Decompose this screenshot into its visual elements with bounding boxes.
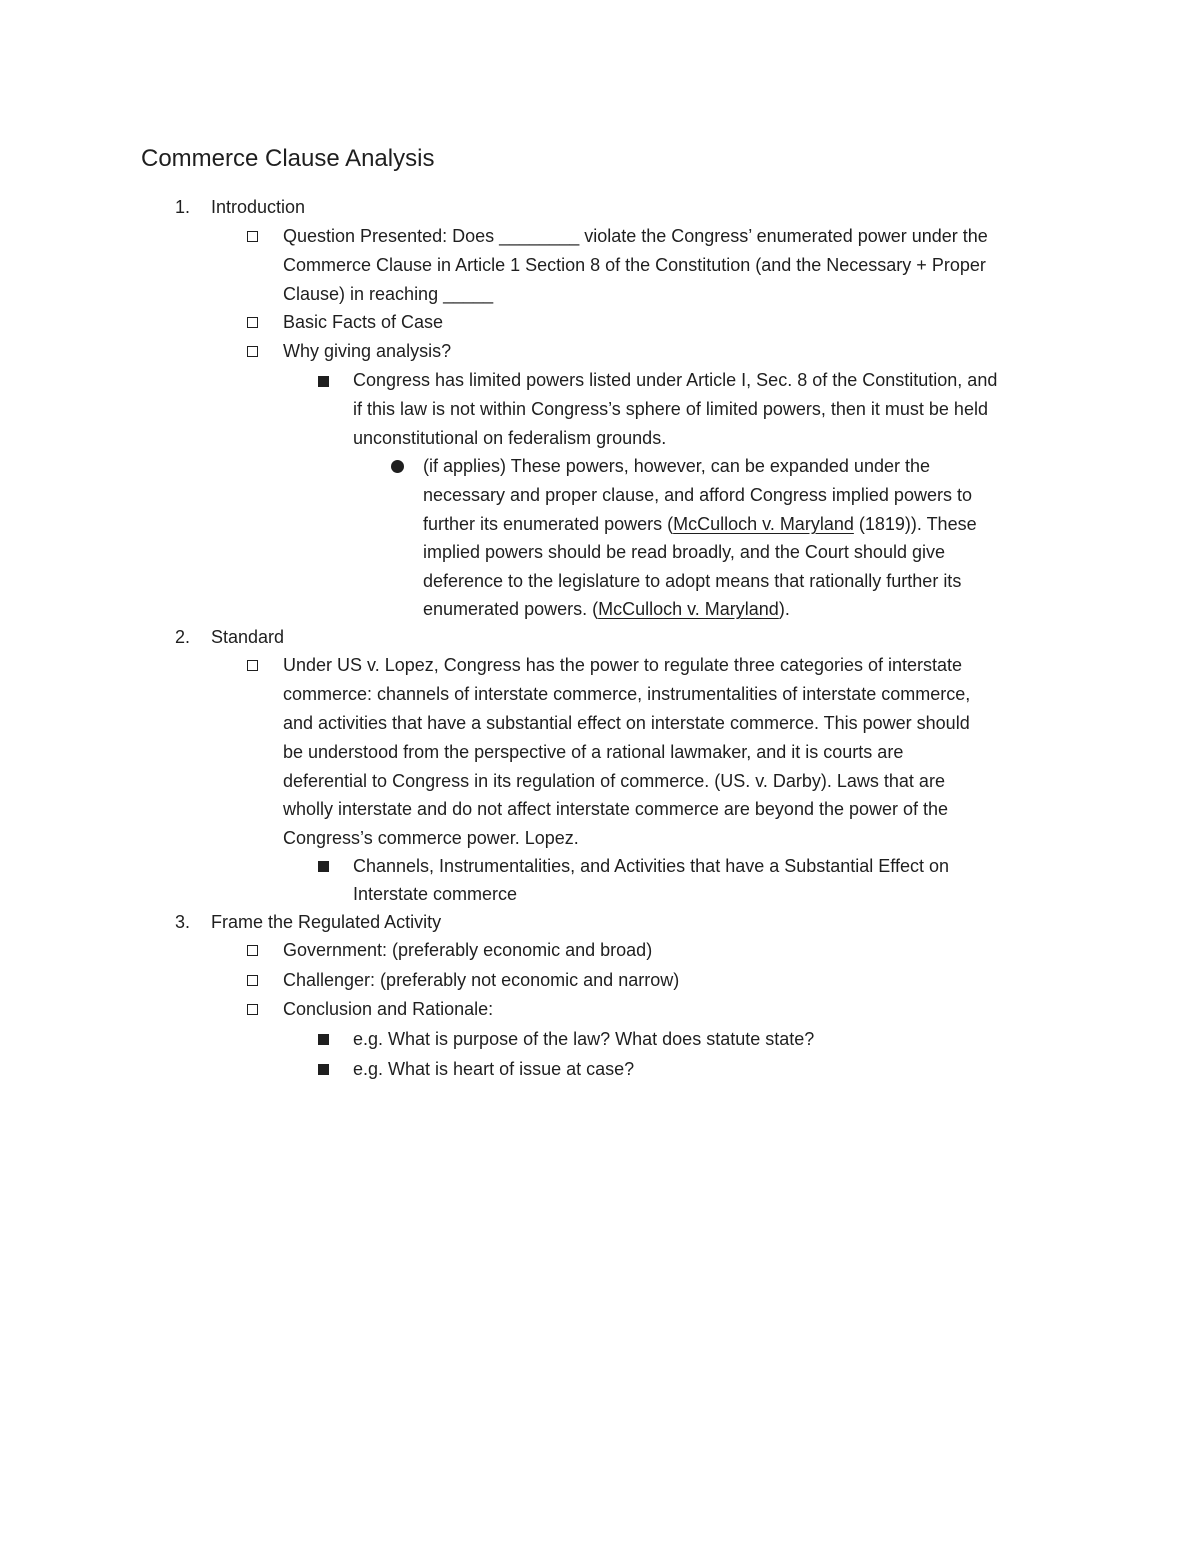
why-analysis-item: Why giving analysis?: [283, 341, 452, 361]
limited-powers-line: Congress has limited powers listed under Article I, Sec. 8 of the Constitution, and: [353, 370, 998, 390]
if-applies-text: further its enumerated powers (: [423, 514, 674, 534]
section-number: 1.: [174, 197, 190, 217]
limited-powers-line: if this law is not within Congress’s sphere of limited powers, then it must be held: [353, 399, 988, 419]
section-heading-frame-activity: Frame the Regulated Activity: [211, 912, 442, 932]
if-applies-text: (1819)). These: [853, 514, 977, 534]
case-citation-mcculloch: McCulloch v. Maryland: [598, 599, 779, 619]
lopez-standard-line: deferential to Congress in its regulation of commerce. (US. v. Darby). Laws that are: [283, 771, 945, 791]
limited-powers-line: unconstitutional on federalism grounds.: [353, 428, 667, 448]
if-applies-line: deference to the legislature to adopt means that rationally further its: [423, 571, 962, 591]
lopez-standard-line: Under US v. Lopez, Congress has the power to regulate three categories of interstate: [283, 655, 963, 675]
checkbox-icon: [247, 1004, 258, 1015]
section-heading-standard: Standard: [211, 627, 285, 647]
filled-square-bullet-icon: [318, 861, 329, 872]
checkbox-icon: [247, 346, 258, 357]
example-item: e.g. What is heart of issue at case?: [353, 1059, 635, 1079]
section-number: 2.: [174, 627, 190, 647]
categories-line: Channels, Instrumentalities, and Activities that have a Substantial Effect on: [353, 856, 950, 876]
government-item: Government: (preferably economic and broad): [283, 940, 653, 960]
section-number: 3.: [174, 912, 190, 932]
lopez-standard-line: and activities that have a substantial effect on interstate commerce. This power should: [283, 713, 970, 733]
lopez-standard-line: Congress’s commerce power. Lopez.: [283, 828, 579, 848]
if-applies-text: enumerated powers. (: [423, 599, 599, 619]
if-applies-line: implied powers should be read broadly, and the Court should give: [423, 542, 945, 562]
question-presented-line: Question Presented: Does ________ violate the Congress’ enumerated power under the: [283, 226, 988, 246]
if-applies-line: necessary and proper clause, and afford Congress implied powers to: [423, 485, 972, 505]
section-heading-introduction: Introduction: [211, 197, 306, 217]
conclusion-item: Conclusion and Rationale:: [283, 999, 494, 1019]
question-presented-line: Clause) in reaching _____: [283, 284, 494, 304]
case-citation-mcculloch: McCulloch v. Maryland: [673, 514, 854, 534]
filled-square-bullet-icon: [318, 1034, 329, 1045]
checkbox-icon: [247, 231, 258, 242]
lopez-standard-line: be understood from the perspective of a rational lawmaker, and it is courts are: [283, 742, 904, 762]
basic-facts-item: Basic Facts of Case: [283, 312, 444, 332]
challenger-item: Challenger: (preferably not economic and narrow): [283, 970, 680, 990]
if-applies-line: [423, 510, 977, 539]
if-applies-line: (if applies) These powers, however, can be expanded under the: [423, 456, 930, 476]
question-presented-line: Commerce Clause in Article 1 Section 8 of the Constitution (and the Necessary + Proper: [283, 255, 986, 275]
round-bullet-icon: [391, 460, 404, 473]
document-title: Commerce Clause Analysis: [141, 145, 435, 172]
checkbox-icon: [247, 945, 258, 956]
filled-square-bullet-icon: [318, 1064, 329, 1075]
checkbox-icon: [247, 317, 258, 328]
if-applies-text: ).: [778, 599, 790, 619]
if-applies-line: [423, 595, 790, 624]
lopez-standard-line: wholly interstate and do not affect interstate commerce are beyond the power of the: [283, 799, 949, 819]
checkbox-icon: [247, 975, 258, 986]
example-item: e.g. What is purpose of the law? What does statute state?: [353, 1029, 815, 1049]
filled-square-bullet-icon: [318, 376, 329, 387]
categories-line: Interstate commerce: [353, 884, 518, 904]
lopez-standard-line: commerce: channels of interstate commerce, instrumentalities of interstate commerce,: [283, 684, 971, 704]
checkbox-icon: [247, 660, 258, 671]
